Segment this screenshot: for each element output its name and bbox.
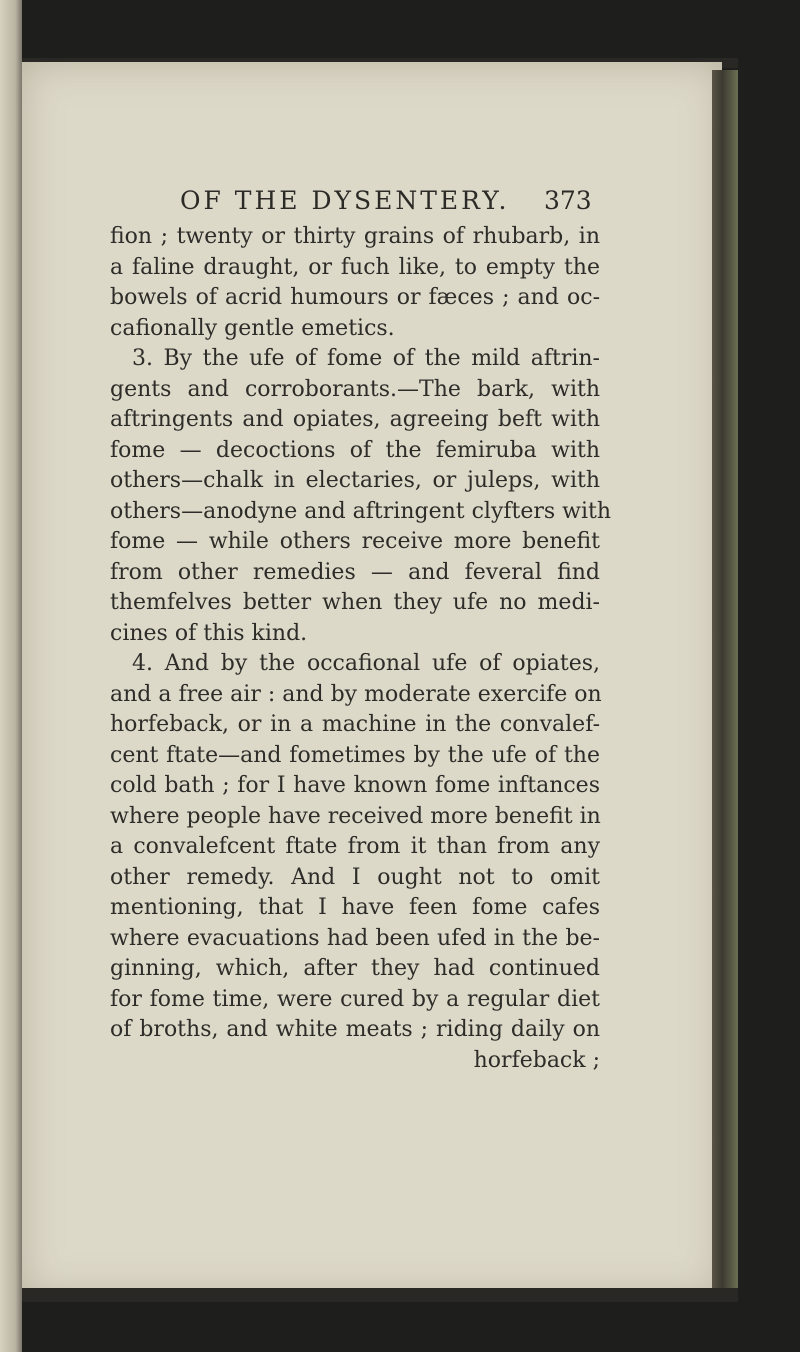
text-line: for fome time, were cured by a regular diet [110, 986, 600, 1012]
running-header [180, 186, 600, 215]
text-line: a faline draught, or fuch like, to empty the [110, 254, 600, 280]
text-line: aftringents and opiates, agreeing beft with [110, 407, 600, 432]
text-line: 4. And by the occafional ufe of opiates, [132, 651, 600, 676]
page-bottom-edge [22, 1288, 738, 1302]
text-line: cent ftate—and fometimes by the ufe of the [110, 742, 600, 768]
book-left-edge [0, 0, 22, 1352]
text-line: other remedy. And I ought not to omit [110, 864, 600, 890]
text-line: ginning, which, after they had continued [110, 956, 600, 981]
page-right-edge [712, 70, 738, 1295]
running-title: OF THE DYSENTERY. [180, 186, 510, 215]
text-line: 3. By the ufe of fome of the mild aftrin- [132, 346, 600, 371]
text-line: themfelves better when they ufe no medi- [110, 590, 600, 615]
text-line: from other remedies — and feveral find [110, 559, 600, 585]
text-line: fome — decoctions of the femiruba with [110, 437, 600, 463]
text-line: gents and corroborants.—The bark, with [110, 376, 600, 402]
text-line: cines of this kind. [110, 620, 308, 646]
text-line: fome — while others receive more benefit [110, 529, 600, 554]
text-line: bowels of acrid humours or fæces ; and oc- [110, 285, 600, 310]
text-line: of broths, and white meats ; riding daily on [110, 1017, 600, 1042]
text-line: others—chalk in electaries, or juleps, with [110, 468, 600, 493]
text-line: a convalefcent ftate from it than from any [110, 834, 600, 859]
text-line: where evacuations had been ufed in the be- [110, 925, 600, 951]
text-line: mentioning, that I have feen fome cafes [110, 895, 600, 920]
text-line: and a free air : and by moderate exercife on [110, 681, 602, 707]
text-line: horfeback, or in a machine in the convalef- [110, 712, 600, 737]
text-line: fion ; twenty or thirty grains of rhubarb, in [110, 224, 600, 249]
text-line: cafionally gentle emetics. [110, 315, 395, 341]
catchword: horfeback ; [473, 1047, 600, 1073]
body-text [110, 222, 612, 1076]
text-line: where people have received more benefit in [110, 803, 601, 829]
page-number: 373 [544, 186, 592, 215]
text-line: cold bath ; for I have known fome inftances [110, 773, 600, 798]
text-line: others—anodyne and aftringent clyfters with [110, 498, 612, 524]
